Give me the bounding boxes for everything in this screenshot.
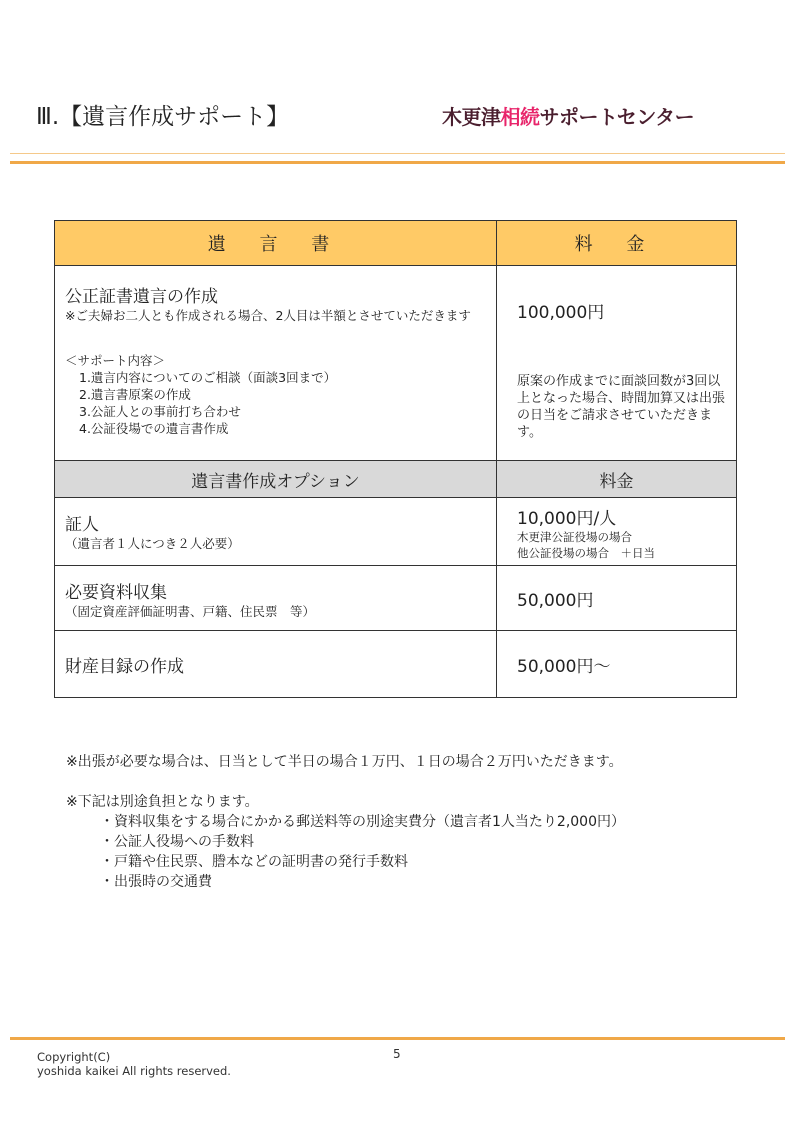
support-title: ＜サポート内容＞: [65, 353, 166, 368]
option-price: 10,000円/人: [517, 509, 617, 529]
table-row: [55, 498, 737, 566]
divider: [10, 153, 785, 154]
note-line: ※下記は別途負担となります。: [66, 794, 259, 810]
logo-text: 木更津: [442, 105, 501, 129]
note-item: ・公証人役場への手数料: [100, 834, 254, 850]
service-title: 公正証書遺言の作成: [65, 287, 218, 307]
copyright: [37, 1050, 231, 1078]
price: 100,000円: [517, 303, 605, 323]
price-note: 原案の作成までに面談回数が3回以上となった場合、時間加算又は出張の日当をご請求させていただきます。: [517, 374, 726, 440]
footer-divider: [10, 1037, 785, 1040]
option-price: 50,000円～: [517, 656, 611, 677]
divider: [10, 161, 785, 164]
note-line: ※出張が必要な場合は、日当として半日の場合１万円、１日の場合２万円いただきます。: [66, 754, 623, 770]
support-item: 4.公証役場での遺言書作成: [79, 421, 229, 436]
note-item: ・出張時の交通費: [100, 874, 212, 890]
option-name: 証人: [65, 515, 99, 535]
header-fee: 料 金: [497, 221, 737, 266]
page-number: 5: [393, 1047, 401, 1061]
option-header: 遺言書作成オプション: [55, 461, 497, 498]
option-name: 必要資料収集: [65, 583, 167, 603]
note-item: ・戸籍や住民票、謄本などの証明書の発行手数料: [100, 854, 408, 870]
service-note: ※ご夫婦お二人とも作成される場合、2人目は半額とさせていただきます: [65, 308, 471, 323]
table-row: [55, 631, 737, 698]
support-item: 2.遺言書原案の作成: [79, 387, 191, 402]
note-item: ・資料収集をする場合にかかる郵送料等の別途実費分（遺言者1人当たり2,000円）: [100, 814, 625, 830]
page-title: Ⅲ.【遺言作成サポート】: [36, 104, 290, 130]
support-item: 3.公証人との事前打ち合わせ: [79, 404, 241, 419]
option-price: 50,000円: [517, 591, 594, 611]
option-sub: （固定資産評価証明書、戸籍、住民票 等）: [65, 604, 316, 619]
logo-text: サポートセンター: [539, 105, 695, 129]
notes: [66, 752, 625, 892]
option-header-row: [55, 461, 737, 498]
table-row: [55, 266, 737, 461]
fee-table: [54, 220, 737, 698]
copyright-line: Copyright(C): [37, 1050, 111, 1064]
price-note: 木更津公証役場の場合: [517, 530, 632, 544]
option-price-header: 料金: [497, 461, 737, 498]
option-name: 財産目録の作成: [65, 656, 184, 677]
table-row: [55, 566, 737, 631]
table-header-row: [55, 221, 737, 266]
logo-accent-text: 相続: [500, 105, 540, 129]
copyright-line: yoshida kaikei All rights reserved.: [37, 1064, 231, 1078]
option-sub: （遺言者１人につき２人必要）: [65, 536, 240, 551]
header-will: 遺 言 書: [55, 221, 497, 266]
support-item: 1.遺言内容についてのご相談（面談3回まで）: [79, 370, 337, 385]
price-note: 他公証役場の場合 ＋日当: [517, 546, 655, 560]
logo: [442, 101, 694, 130]
